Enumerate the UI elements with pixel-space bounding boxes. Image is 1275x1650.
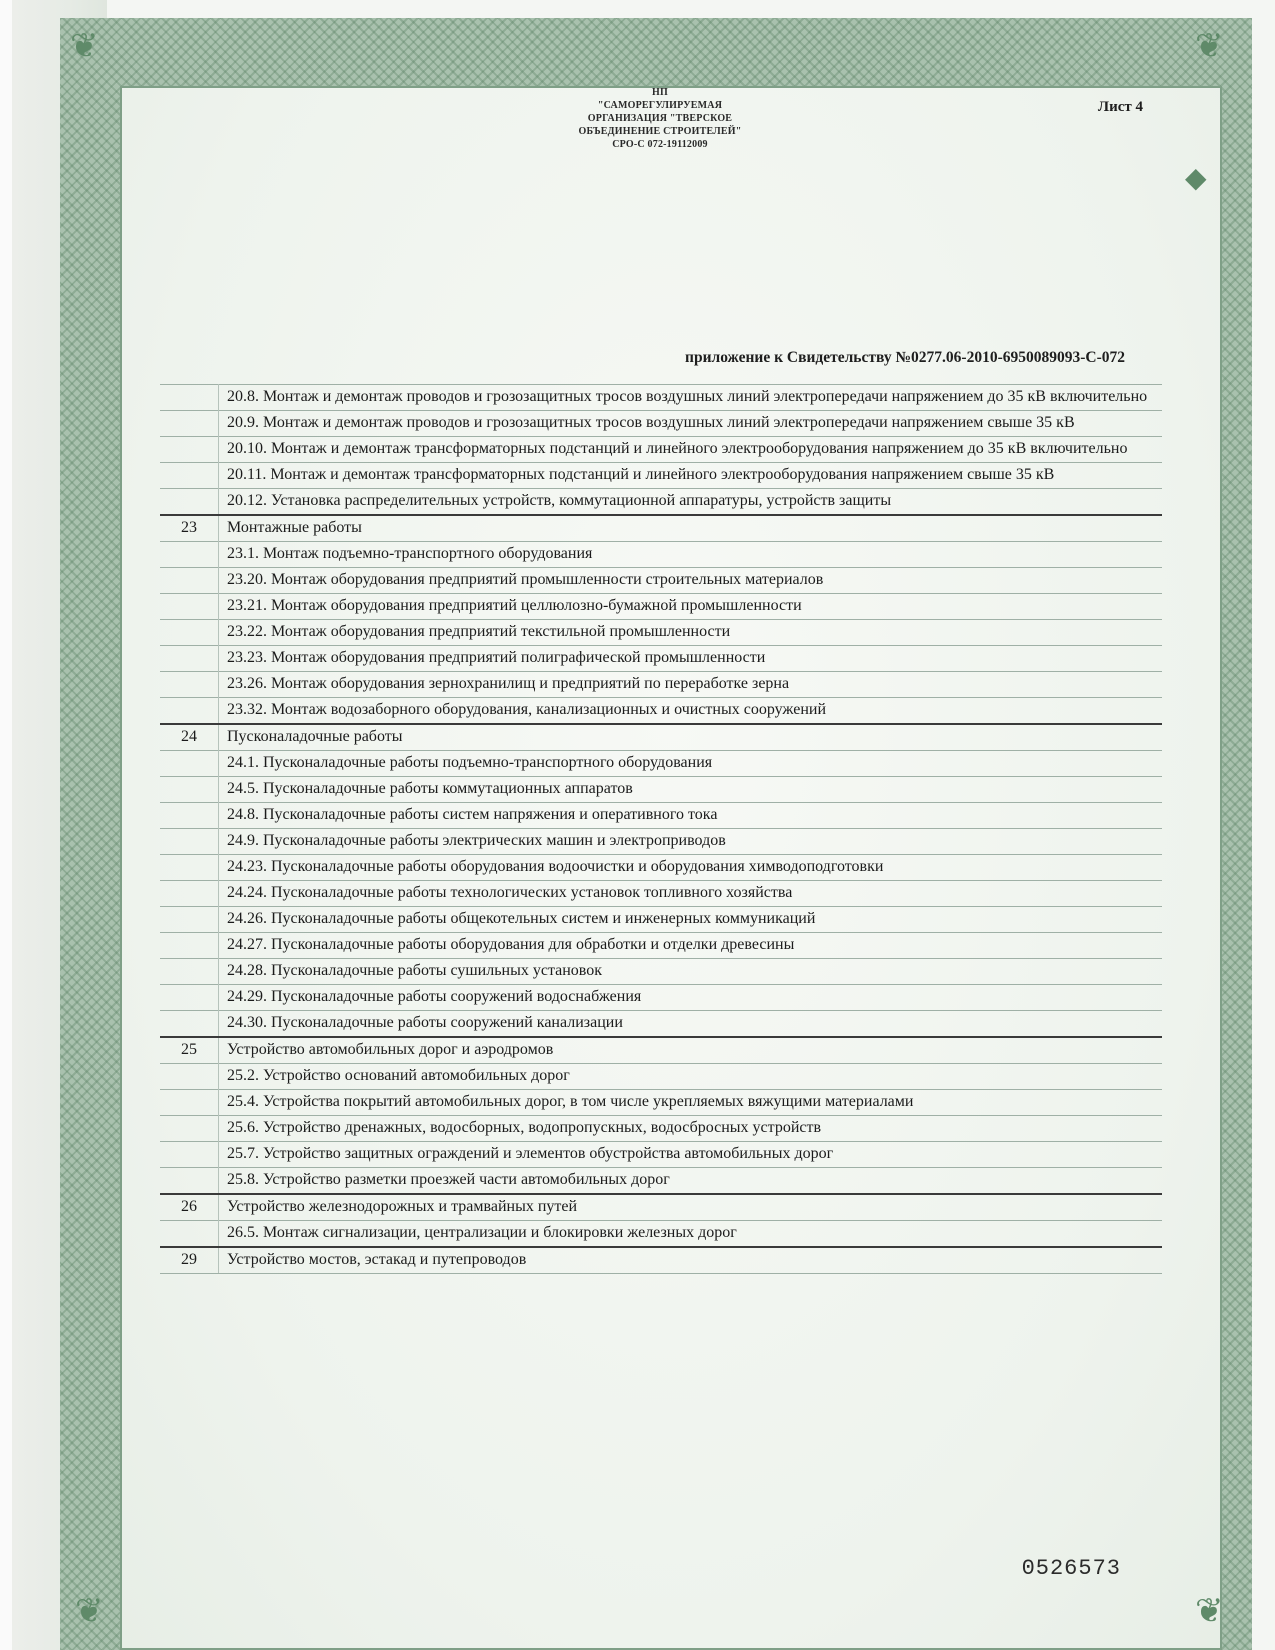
table-row bbox=[160, 463, 1162, 489]
table-row bbox=[160, 751, 1162, 777]
row-number: 26 bbox=[160, 1194, 219, 1221]
row-description: Устройство железнодорожных и трамвайных путей bbox=[219, 1194, 1163, 1221]
row-number bbox=[160, 1090, 219, 1116]
row-description: Устройство мостов, эстакад и путепроводов bbox=[219, 1247, 1163, 1274]
row-description: Монтажные работы bbox=[219, 515, 1163, 542]
row-description: 23.32. Монтаж водозаборного оборудования, канализационных и очистных сооружений bbox=[219, 698, 1163, 725]
table-row bbox=[160, 985, 1162, 1011]
row-number bbox=[160, 855, 219, 881]
org-line: ОРГАНИЗАЦИЯ "ТВЕРСКОЕ bbox=[587, 113, 733, 124]
table-row bbox=[160, 568, 1162, 594]
row-description: 24.23. Пусконаладочные работы оборудования водоочистки и оборудования химводоподготовки bbox=[219, 855, 1163, 881]
row-number bbox=[160, 620, 219, 646]
table-row bbox=[160, 489, 1162, 516]
row-number bbox=[160, 1011, 219, 1038]
row-description: 20.8. Монтаж и демонтаж проводов и грозозащитных тросов воздушных линий электропередачи напряжением до 35 кВ включительно bbox=[219, 385, 1163, 411]
table-row bbox=[160, 672, 1162, 698]
row-number bbox=[160, 411, 219, 437]
table-row bbox=[160, 1090, 1162, 1116]
row-number bbox=[160, 672, 219, 698]
corner-ornament-icon: ❦ bbox=[75, 1593, 104, 1630]
table-row bbox=[160, 907, 1162, 933]
table-row bbox=[160, 1168, 1162, 1195]
row-description: 26.5. Монтаж сигнализации, централизации и блокировки железных дорог bbox=[219, 1221, 1163, 1248]
sheet-number: Лист 4 bbox=[1097, 99, 1143, 115]
row-description: 20.12. Установка распределительных устройств, коммутационной аппаратуры, устройств защиты bbox=[219, 489, 1163, 516]
works-table bbox=[160, 384, 1162, 1274]
org-line: ОБЪЕДИНЕНИЕ СТРОИТЕЛЕЙ" bbox=[578, 126, 742, 137]
organization-header bbox=[540, 86, 780, 151]
row-description: 25.2. Устройство оснований автомобильных дорог bbox=[219, 1064, 1163, 1090]
table-group-row bbox=[160, 1194, 1162, 1221]
org-line: НП bbox=[652, 87, 668, 98]
row-description: 24.26. Пусконаладочные работы общекотельных систем и инженерных коммуникаций bbox=[219, 907, 1163, 933]
row-number bbox=[160, 907, 219, 933]
table-row bbox=[160, 1116, 1162, 1142]
table-row bbox=[160, 1064, 1162, 1090]
row-number bbox=[160, 959, 219, 985]
row-description: 20.11. Монтаж и демонтаж трансформаторных подстанций и линейного электрооборудования напряжением свыше 35 кВ bbox=[219, 463, 1163, 489]
row-number bbox=[160, 881, 219, 907]
row-description: 24.30. Пусконаладочные работы сооружений канализации bbox=[219, 1011, 1163, 1038]
table-row bbox=[160, 881, 1162, 907]
row-description: 25.6. Устройство дренажных, водосборных, водопропускных, водосбросных устройств bbox=[219, 1116, 1163, 1142]
row-description: 24.8. Пусконаладочные работы систем напряжения и оперативного тока bbox=[219, 803, 1163, 829]
table-row bbox=[160, 411, 1162, 437]
row-number: 29 bbox=[160, 1247, 219, 1274]
row-description: Пусконаладочные работы bbox=[219, 724, 1163, 751]
row-number bbox=[160, 933, 219, 959]
row-number bbox=[160, 385, 219, 411]
org-line: "САМОРЕГУЛИРУЕМАЯ bbox=[597, 100, 723, 111]
corner-ornament-icon: ❦ bbox=[1195, 1593, 1224, 1630]
row-description: 23.26. Монтаж оборудования зернохранилищ и предприятий по переработке зерна bbox=[219, 672, 1163, 698]
corner-ornament-icon: ❦ bbox=[1195, 28, 1224, 65]
table-row bbox=[160, 542, 1162, 568]
table-row bbox=[160, 829, 1162, 855]
row-number bbox=[160, 1168, 219, 1195]
row-description: 24.28. Пусконаладочные работы сушильных установок bbox=[219, 959, 1163, 985]
row-description: Устройство автомобильных дорог и аэродромов bbox=[219, 1037, 1163, 1064]
table-group-row bbox=[160, 724, 1162, 751]
row-number bbox=[160, 594, 219, 620]
table-row bbox=[160, 620, 1162, 646]
row-description: 23.22. Монтаж оборудования предприятий текстильной промышленности bbox=[219, 620, 1163, 646]
table-row bbox=[160, 855, 1162, 881]
row-number bbox=[160, 1142, 219, 1168]
row-description: 23.23. Монтаж оборудования предприятий полиграфической промышленности bbox=[219, 646, 1163, 672]
row-description: 20.10. Монтаж и демонтаж трансформаторных подстанций и линейного электрооборудования напряжением до 35 кВ включительно bbox=[219, 437, 1163, 463]
row-number bbox=[160, 1064, 219, 1090]
row-description: 25.7. Устройство защитных ограждений и элементов обустройства автомобильных дорог bbox=[219, 1142, 1163, 1168]
table-row bbox=[160, 959, 1162, 985]
row-description: 23.20. Монтаж оборудования предприятий промышленности строительных материалов bbox=[219, 568, 1163, 594]
corner-ornament-icon: ❦ bbox=[70, 28, 99, 65]
table-row bbox=[160, 646, 1162, 672]
table-group-row bbox=[160, 515, 1162, 542]
table-row bbox=[160, 1142, 1162, 1168]
annex-title: приложение к Свидетельству №0277.06-2010-6950089093-С-072 bbox=[685, 349, 1125, 366]
row-description: 23.21. Монтаж оборудования предприятий целлюлозно-бумажной промышленности bbox=[219, 594, 1163, 620]
table-row bbox=[160, 385, 1162, 411]
table-row bbox=[160, 594, 1162, 620]
serial-number: 0526573 bbox=[1021, 1556, 1121, 1581]
row-description: 24.24. Пусконаладочные работы технологических установок топливного хозяйства bbox=[219, 881, 1163, 907]
row-description: 25.8. Устройство разметки проезжей части автомобильных дорог bbox=[219, 1168, 1163, 1195]
scan-margin bbox=[0, 0, 12, 1650]
table-row bbox=[160, 698, 1162, 725]
row-number bbox=[160, 777, 219, 803]
row-number bbox=[160, 463, 219, 489]
table-row bbox=[160, 933, 1162, 959]
table-row bbox=[160, 437, 1162, 463]
row-description: 24.29. Пусконаладочные работы сооружений водоснабжения bbox=[219, 985, 1163, 1011]
row-number: 25 bbox=[160, 1037, 219, 1064]
table-row bbox=[160, 1221, 1162, 1248]
row-number: 24 bbox=[160, 724, 219, 751]
org-line: СРО-С 072-19112009 bbox=[612, 139, 708, 150]
table-group-row bbox=[160, 1037, 1162, 1064]
row-description: 23.1. Монтаж подъемно-транспортного оборудования bbox=[219, 542, 1163, 568]
row-number bbox=[160, 1221, 219, 1248]
row-number bbox=[160, 803, 219, 829]
row-number bbox=[160, 542, 219, 568]
row-number: 23 bbox=[160, 515, 219, 542]
row-number bbox=[160, 829, 219, 855]
row-number bbox=[160, 489, 219, 516]
row-number bbox=[160, 1116, 219, 1142]
row-number bbox=[160, 568, 219, 594]
table-group-row bbox=[160, 1247, 1162, 1274]
row-number bbox=[160, 985, 219, 1011]
row-number bbox=[160, 646, 219, 672]
row-number bbox=[160, 698, 219, 725]
row-description: 24.5. Пусконаладочные работы коммутационных аппаратов bbox=[219, 777, 1163, 803]
row-number bbox=[160, 751, 219, 777]
row-description: 25.4. Устройства покрытий автомобильных дорог, в том числе укрепляемых вяжущими материалами bbox=[219, 1090, 1163, 1116]
row-number bbox=[160, 437, 219, 463]
table-row bbox=[160, 803, 1162, 829]
table-row bbox=[160, 777, 1162, 803]
row-description: 20.9. Монтаж и демонтаж проводов и грозозащитных тросов воздушных линий электропередачи напряжением свыше 35 кВ bbox=[219, 411, 1163, 437]
row-description: 24.27. Пусконаладочные работы оборудования для обработки и отделки древесины bbox=[219, 933, 1163, 959]
row-description: 24.1. Пусконаладочные работы подъемно-транспортного оборудования bbox=[219, 751, 1163, 777]
row-description: 24.9. Пусконаладочные работы электрических машин и электроприводов bbox=[219, 829, 1163, 855]
side-ornament-icon: ◆ bbox=[1185, 163, 1207, 194]
table-row bbox=[160, 1011, 1162, 1038]
